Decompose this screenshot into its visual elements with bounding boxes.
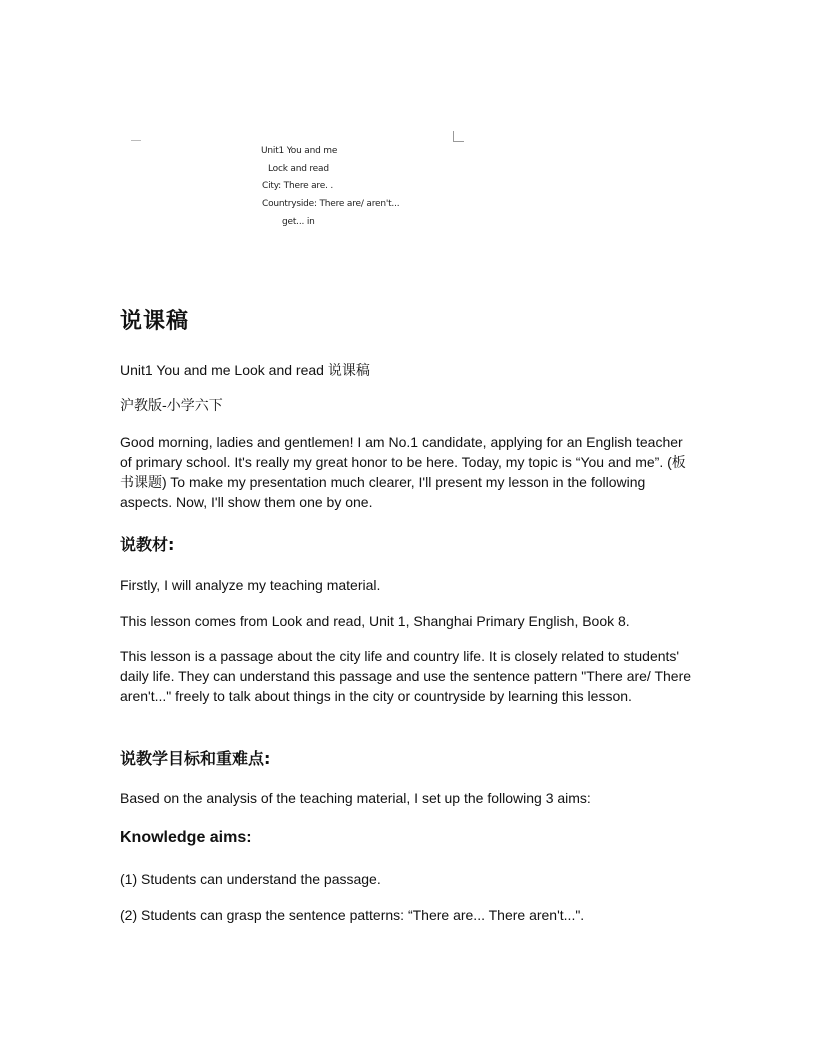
figure-line-look: Lock and read: [268, 164, 329, 174]
aims-paragraph: Based on the analysis of the teaching material, I set up the following 3 aims:: [120, 790, 591, 806]
crop-mark-left: [131, 140, 141, 141]
material-paragraph-1: Firstly, I will analyze my teaching material.: [120, 577, 381, 593]
intro-paragraph: Good morning, ladies and gentlemen! I am No.1 candidate, applying for an English teacher of primary school. It's really my great honor to be here. Today, my topic is “You and me”. (板书课题) To make my presentation much clearer, I'll present my lesson in the following aspects. Now, I'll show them one by one.: [120, 434, 686, 510]
subtitle-line: Unit1 You and me Look and read 说课稿: [120, 362, 370, 378]
material-paragraph-3: This lesson is a passage about the city life and country life. It is closely related to students' daily life. They can understand this passage and use the sentence pattern "There are/ There aren't..." freely to talk about things in the city or countryside by learning this lesson.: [120, 648, 692, 704]
knowledge-aim-item-2: (2) Students can grasp the sentence patterns: “There are... There aren't...".: [120, 907, 585, 923]
board-writing-figure: [120, 125, 480, 245]
edition-line: 沪教版-小学六下: [120, 398, 223, 414]
document-title: 说课稿: [120, 309, 190, 334]
figure-line-countryside: Countryside: There are/ aren't...: [262, 199, 400, 209]
figure-line-get-in: get... in: [282, 217, 315, 227]
material-paragraph-2: This lesson comes from Look and read, Unit 1, Shanghai Primary English, Book 8.: [120, 613, 630, 629]
knowledge-aim-item-1: (1) Students can understand the passage.: [120, 871, 381, 887]
figure-line-unit: Unit1 You and me: [261, 146, 338, 156]
section-heading-aims: 说教学目标和重难点:: [120, 749, 271, 768]
section-heading-material: 说教材:: [120, 535, 175, 554]
figure-line-city: City: There are. .: [262, 181, 334, 191]
crop-mark-right: [453, 131, 464, 142]
knowledge-aims-heading: Knowledge aims:: [120, 829, 252, 846]
